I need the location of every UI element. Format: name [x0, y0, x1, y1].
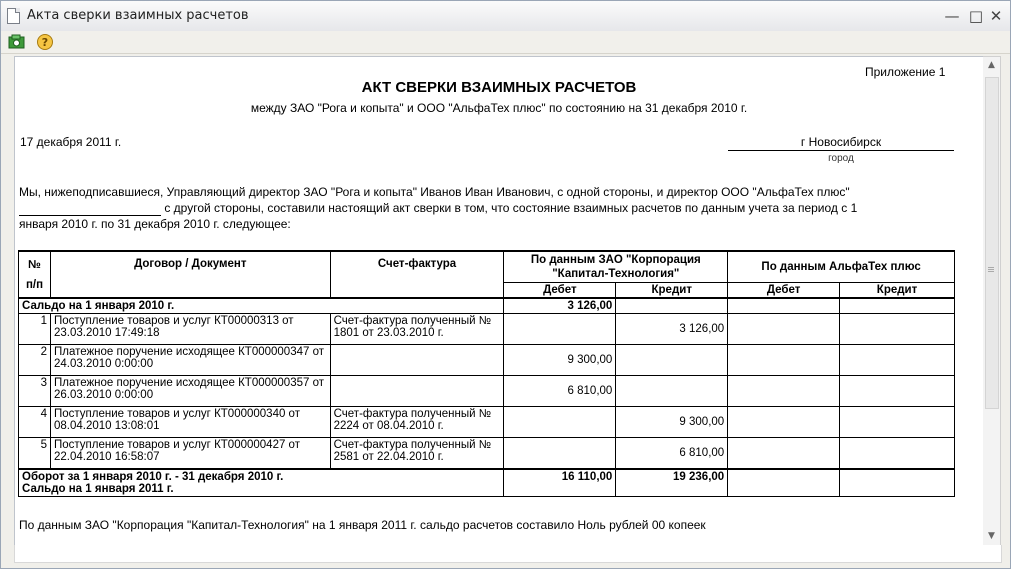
empty-cell: [728, 469, 840, 497]
closing-balance-label: Сальдо на 1 января 2011 г.: [22, 482, 174, 495]
turnover-label: Оборот за 1 января 2010 г. - 31 декабря 2010 г.: [22, 470, 284, 483]
empty-cell: [728, 376, 840, 407]
window-title: Акта сверки взаимных расчетов: [27, 8, 249, 23]
num-header-text: №: [28, 258, 41, 271]
intro-paragraph: [19, 184, 954, 232]
table-row: [19, 314, 955, 345]
row-debit: [504, 314, 616, 345]
scroll-down-arrow-icon[interactable]: ▼: [988, 531, 995, 541]
intro-line-1: Мы, нижеподписавшиеся, Управляющий директор ЗАО "Рога и копыта" Иванов Иван Иванович, с одной стороны, и директор ООО "АльфаТех плюс": [19, 185, 850, 199]
debit-header-2: Дебет: [728, 283, 840, 299]
row-document: Поступление товаров и услуг КТ00000313 от 23.03.2010 17:49:18: [50, 314, 330, 345]
city-caption: город: [828, 153, 854, 164]
empty-cell: [728, 345, 840, 376]
empty-cell: [840, 438, 955, 469]
row-debit: [504, 407, 616, 438]
opening-balance-row: [19, 298, 955, 314]
col-num-header: [19, 251, 51, 298]
row-number: 2: [19, 345, 51, 376]
document-area[interactable]: [14, 56, 984, 546]
credit-header-2: Кредит: [840, 283, 955, 299]
horizontal-scrollbar[interactable]: [14, 545, 1002, 563]
save-copy-button[interactable]: [8, 33, 26, 51]
row-invoice: Счет-фактура полученный № 1801 от 23.03.2010 г.: [330, 314, 504, 345]
row-credit: 9 300,00: [616, 407, 728, 438]
monitor-icon: [8, 33, 26, 51]
col-contract-header: Договор / Документ: [50, 251, 330, 298]
table-row: [19, 376, 955, 407]
empty-cell: [728, 298, 840, 314]
table-row: [19, 345, 955, 376]
row-debit: 6 810,00: [504, 376, 616, 407]
appendix-label: Приложение 1: [865, 65, 946, 79]
help-icon: [36, 33, 54, 51]
reconciliation-table: [18, 250, 955, 497]
title-bar[interactable]: [1, 1, 1010, 32]
turnover-credit: 19 236,00: [616, 469, 728, 497]
row-document: Поступление товаров и услуг КТ000000427 от 22.04.2010 16:58:07: [50, 438, 330, 469]
turnover-debit: 16 110,00: [504, 469, 616, 497]
totals-row: [19, 469, 955, 497]
row-debit: [504, 438, 616, 469]
minimize-button[interactable]: —: [944, 7, 960, 25]
maximize-button[interactable]: □: [968, 7, 984, 25]
col-invoice-header: Счет-фактура: [330, 251, 504, 298]
totals-label: [19, 469, 504, 497]
empty-cell: [728, 314, 840, 345]
row-credit: 6 810,00: [616, 438, 728, 469]
empty-cell: [840, 376, 955, 407]
help-button[interactable]: [36, 33, 54, 51]
empty-cell: [728, 407, 840, 438]
row-invoice: Счет-фактура полученный № 2224 от 08.04.2010 г.: [330, 407, 504, 438]
table-row: [19, 438, 955, 469]
row-invoice: Счет-фактура полученный № 2581 от 22.04.2010 г.: [330, 438, 504, 469]
row-document: Платежное поручение исходящее КТ000000347 от 24.03.2010 0:00:00: [50, 345, 330, 376]
city-value: г Новосибирск: [728, 135, 954, 151]
row-number: 5: [19, 438, 51, 469]
row-debit: 9 300,00: [504, 345, 616, 376]
opening-balance-label: Сальдо на 1 января 2010 г.: [19, 298, 504, 314]
credit-header-1: Кредит: [616, 283, 728, 299]
scroll-grip-icon: [988, 267, 994, 268]
group1-header: По данным ЗАО "Корпорация "Капитал-Технология": [504, 251, 728, 283]
svg-text:?: ?: [41, 36, 49, 49]
empty-cell: [616, 298, 728, 314]
scroll-up-arrow-icon[interactable]: ▲: [988, 60, 995, 70]
debit-header-1: Дебет: [504, 283, 616, 299]
row-document: Поступление товаров и услуг КТ000000340 от 08.04.2010 13:08:01: [50, 407, 330, 438]
footer-balance-text: По данным ЗАО "Корпорация "Капитал-Технология" на 1 января 2011 г. сальдо расчетов составило Ноль рублей 00 копеек: [19, 518, 706, 532]
intro-line-3: января 2010 г. по 31 декабря 2010 г. следующее:: [19, 217, 291, 231]
scroll-thumb[interactable]: [985, 77, 999, 409]
row-credit: [616, 376, 728, 407]
empty-cell: [840, 314, 955, 345]
intro-line-2: с другой стороны, составили настоящий акт сверки в том, что состояние взаимных расчетов по данным учета за период с 1: [161, 201, 858, 215]
table-row: [19, 407, 955, 438]
empty-cell: [728, 438, 840, 469]
empty-cell: [840, 407, 955, 438]
vertical-scrollbar[interactable]: [983, 56, 1001, 546]
empty-cell: [840, 345, 955, 376]
close-button[interactable]: ✕: [989, 7, 1003, 25]
document-icon: [7, 8, 20, 24]
row-invoice: [330, 345, 504, 376]
toolbar: [1, 31, 1010, 54]
document-date: 17 декабря 2011 г.: [20, 135, 122, 149]
opening-balance-debit: 3 126,00: [504, 298, 616, 314]
signatory-blank-line: [19, 203, 161, 216]
row-credit: 3 126,00: [616, 314, 728, 345]
row-number: 3: [19, 376, 51, 407]
row-document: Платежное поручение исходящее КТ000000357 от 26.03.2010 0:00:00: [50, 376, 330, 407]
row-credit: [616, 345, 728, 376]
num2-header-text: п/п: [25, 278, 44, 291]
document-title: АКТ СВЕРКИ ВЗАИМНЫХ РАСЧЕТОВ: [361, 79, 637, 96]
document-subtitle: между ЗАО "Рога и копыта" и ООО "АльфаТех плюс" по состоянию на 31 декабря 2010 г.: [250, 101, 748, 115]
row-number: 4: [19, 407, 51, 438]
row-number: 1: [19, 314, 51, 345]
group2-header: По данным АльфаТех плюс: [728, 251, 955, 283]
empty-cell: [840, 298, 955, 314]
empty-cell: [840, 469, 955, 497]
row-invoice: [330, 376, 504, 407]
